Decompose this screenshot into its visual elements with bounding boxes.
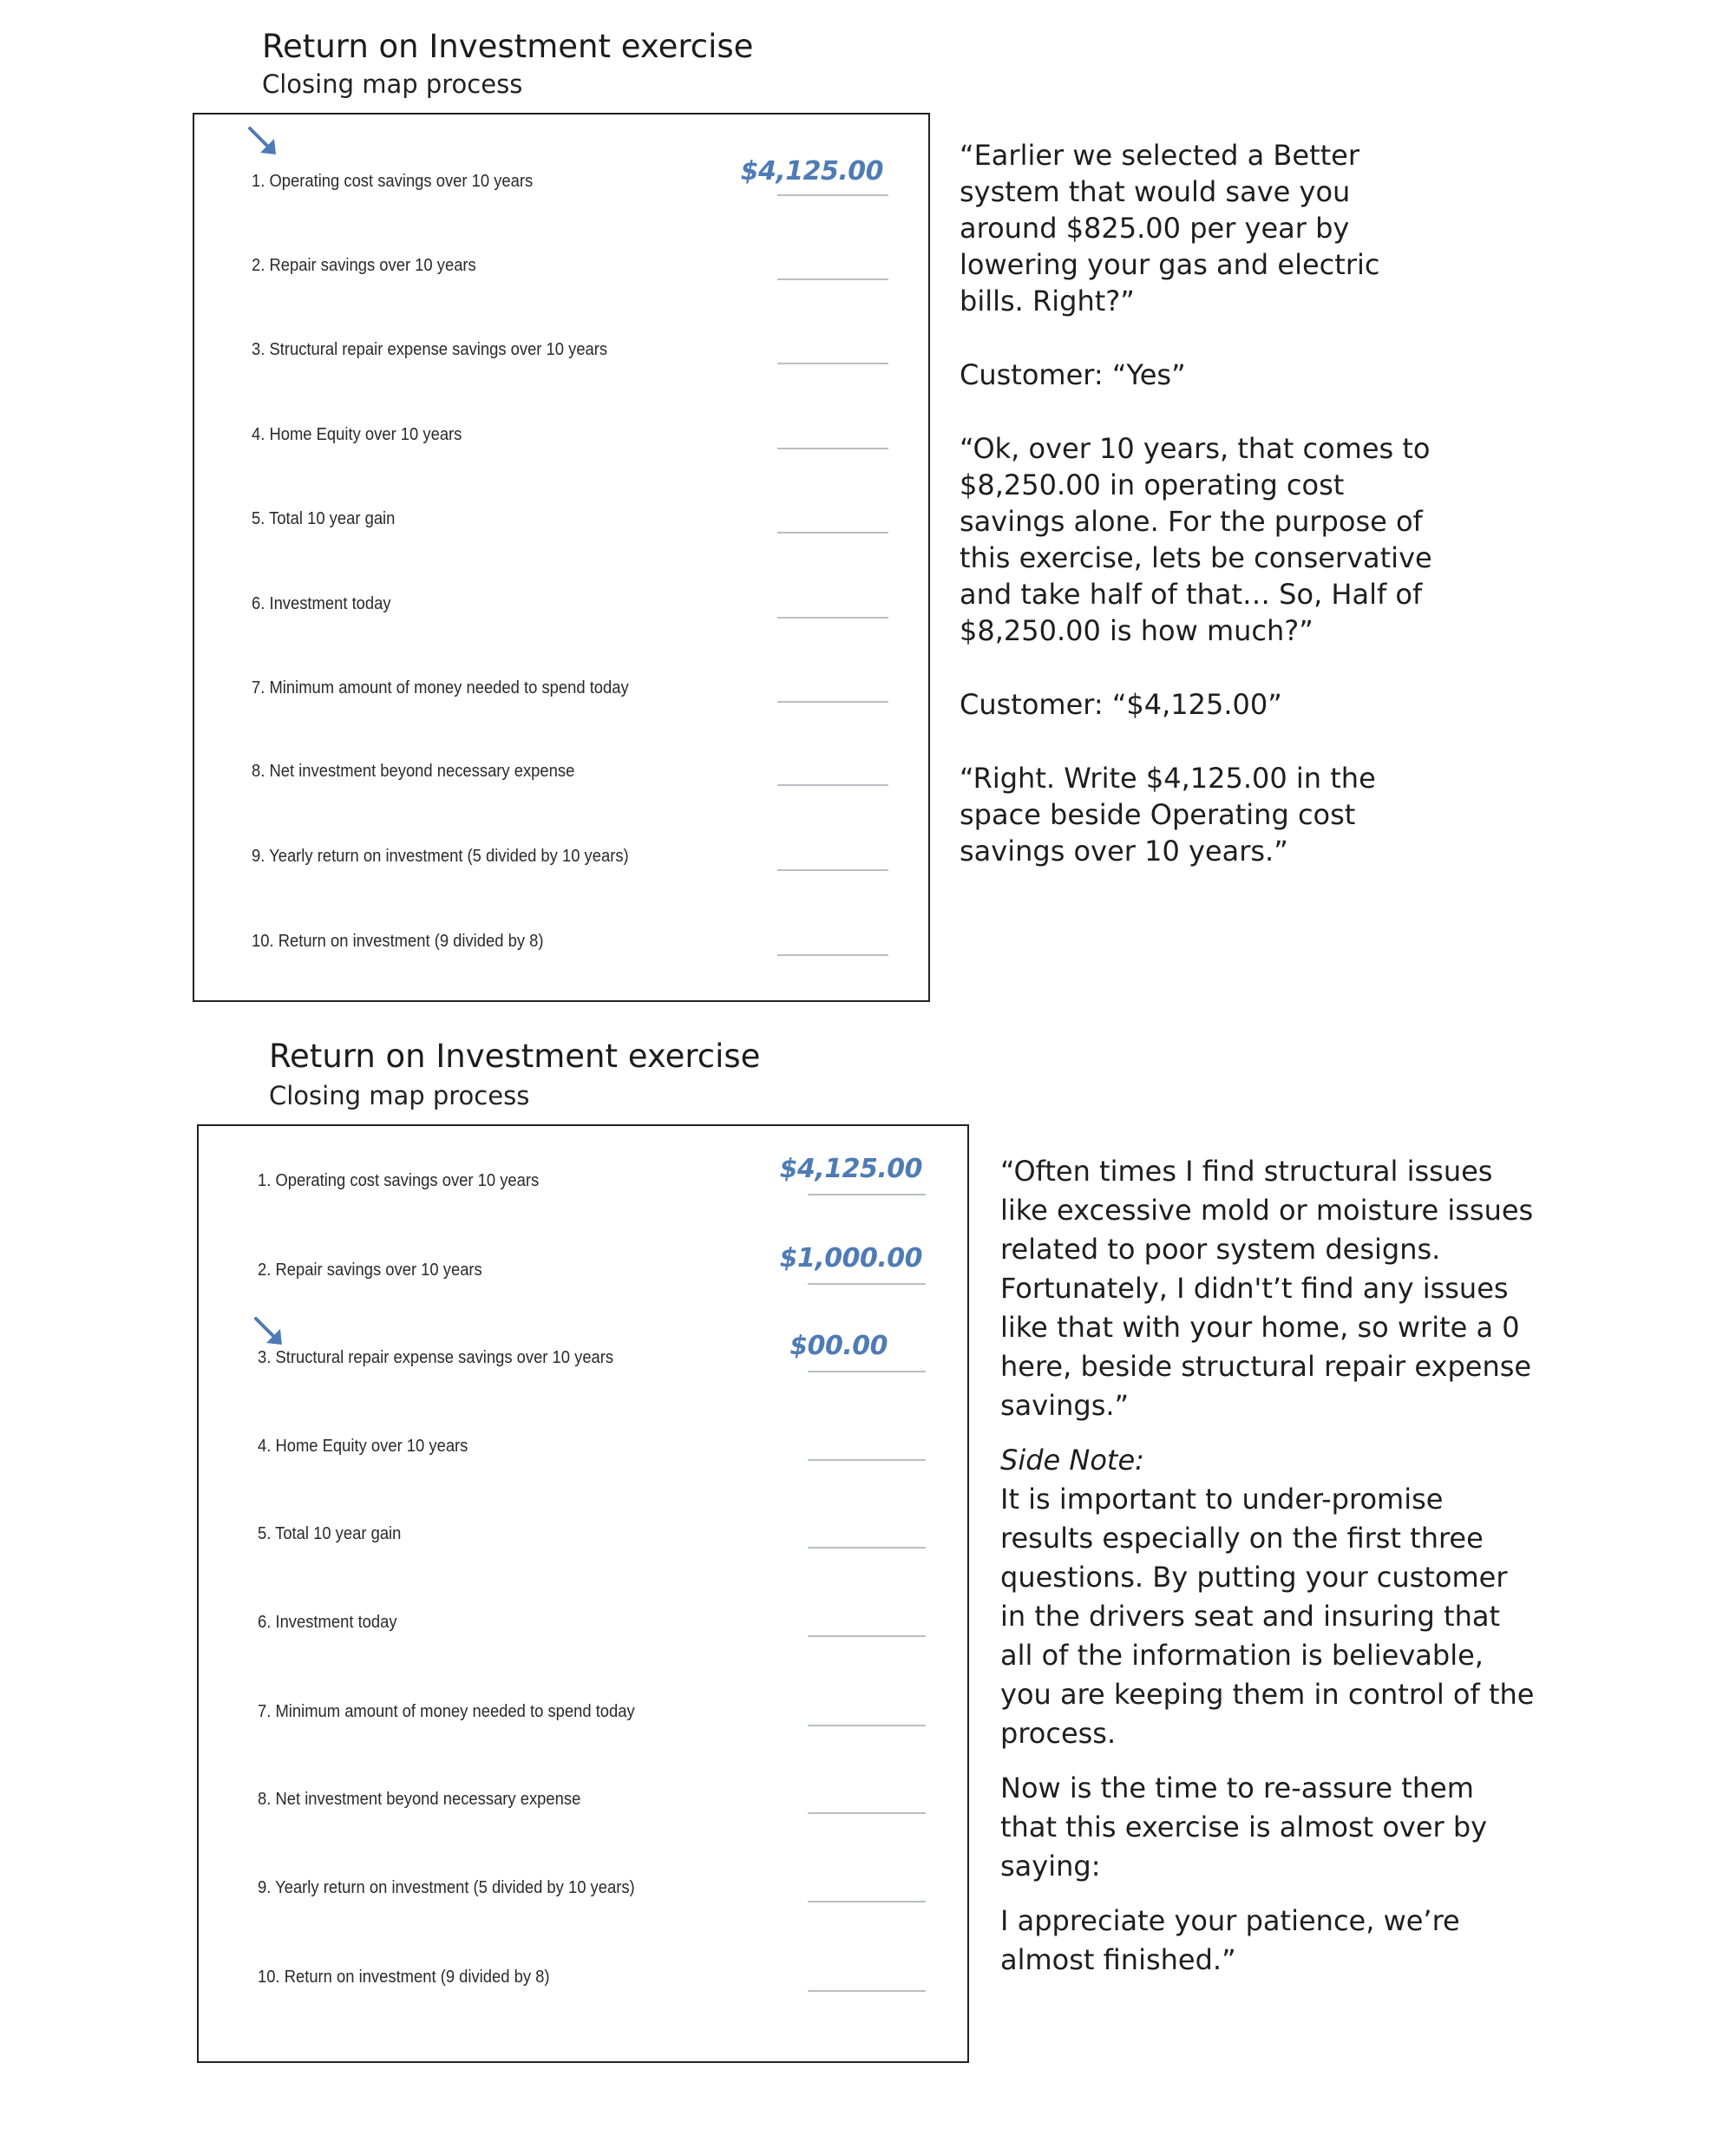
- answer-line[interactable]: [777, 363, 888, 364]
- dialogue-line: Customer: “$4,125.00”: [960, 688, 1282, 721]
- panel-1-title: Return on Investment exercise: [262, 28, 754, 65]
- answer-line[interactable]: [777, 869, 888, 871]
- row-label: 3. Structural repair expense savings over 10 years: [252, 340, 608, 359]
- row-label: 6. Investment today: [252, 594, 391, 613]
- answer-line[interactable]: [777, 617, 888, 619]
- form-row: [194, 232, 928, 284]
- side-note-body: It is important to under-promise results especially on the first three questions. By putting your customer in the drivers seat and insuring that all of the information is believable, you are keeping them in control of the process.: [1000, 1483, 1535, 1750]
- answer-line[interactable]: [808, 1990, 926, 1992]
- row-label: 9. Yearly return on investment (5 divided by 10 years): [252, 847, 629, 866]
- panel-2-title: Return on Investment exercise: [269, 1038, 761, 1075]
- answer-line[interactable]: [808, 1901, 926, 1902]
- row-label: 4. Home Equity over 10 years: [252, 425, 462, 444]
- row-label: 5. Total 10 year gain: [252, 509, 396, 528]
- side-note-label: Side Note:: [1000, 1444, 1144, 1477]
- row-value: $00.00: [789, 1331, 888, 1361]
- answer-line[interactable]: [808, 1194, 926, 1195]
- row-label: 9. Yearly return on investment (5 divided by 10 years): [258, 1878, 635, 1897]
- dialogue-line: “Often times I find structural issues like excessive mold or moisture issues related to poor system designs. Fortunately, I didn't’t find any issues like that with your home, so write a 0 here, beside structural repair expense savings.”: [1000, 1155, 1534, 1422]
- dialogue-line: “Ok, over 10 years, that comes to $8,250.00 in operating cost savings alone. For the purpose of this exercise, lets be conservative and take half of that… So, Half of $8,250.00 is how much?”: [960, 432, 1432, 647]
- answer-line[interactable]: [777, 954, 888, 956]
- answer-line[interactable]: [808, 1725, 926, 1726]
- panel-1-form: [193, 113, 930, 1002]
- row-label: 10. Return on investment (9 divided by 8): [258, 1968, 550, 1987]
- side-note-reassure: Now is the time to re-assure them that this exercise is almost over by saying:: [1000, 1771, 1488, 1883]
- row-value: $1,000.00: [779, 1243, 922, 1274]
- form-row: [194, 570, 928, 622]
- row-label: 5. Total 10 year gain: [258, 1524, 402, 1543]
- form-row: [194, 401, 928, 453]
- form-row: [199, 1236, 967, 1288]
- answer-line[interactable]: [777, 278, 888, 280]
- form-row: [199, 1765, 967, 1817]
- answer-line[interactable]: [808, 1283, 926, 1285]
- form-row: [194, 316, 928, 368]
- form-row: [194, 822, 928, 874]
- form-row: [199, 1588, 967, 1640]
- row-label: 7. Minimum amount of money needed to spend today: [252, 678, 629, 697]
- form-row: [194, 147, 928, 200]
- dialogue-line: “Earlier we selected a Better system that would save you around $825.00 per year by lowering your gas and electric bills. Right?”: [960, 139, 1380, 318]
- form-row: [199, 1147, 967, 1199]
- form-row: [194, 907, 928, 959]
- answer-line[interactable]: [808, 1635, 926, 1637]
- panel-2-form: [197, 1124, 969, 2063]
- form-row: [199, 1412, 967, 1464]
- row-label: 2. Repair savings over 10 years: [258, 1261, 482, 1280]
- form-row: [194, 485, 928, 537]
- row-label: 10. Return on investment (9 divided by 8): [252, 932, 544, 951]
- row-label: 6. Investment today: [258, 1613, 397, 1632]
- form-row: [199, 1500, 967, 1552]
- form-row: [199, 1678, 967, 1730]
- row-label: 2. Repair savings over 10 years: [252, 256, 476, 275]
- form-row: [194, 737, 928, 789]
- form-row: [199, 1324, 967, 1376]
- row-label: 4. Home Equity over 10 years: [258, 1437, 468, 1456]
- answer-line[interactable]: [808, 1371, 926, 1372]
- form-row: [199, 1943, 967, 1995]
- panel-2-dialogue: [1000, 1152, 1538, 1980]
- row-label: 8. Net investment beyond necessary expense: [252, 762, 575, 781]
- answer-line[interactable]: [808, 1547, 926, 1549]
- dialogue-line: “Right. Write $4,125.00 in the space beside Operating cost savings over 10 years.”: [960, 762, 1376, 868]
- row-label: 1. Operating cost savings over 10 years: [252, 172, 534, 191]
- form-row: [194, 654, 928, 706]
- answer-line[interactable]: [777, 532, 888, 534]
- answer-line[interactable]: [808, 1459, 926, 1461]
- dialogue-line: Customer: “Yes”: [960, 358, 1186, 391]
- row-label: 1. Operating cost savings over 10 years: [258, 1171, 540, 1190]
- answer-line[interactable]: [777, 448, 888, 449]
- answer-line[interactable]: [808, 1812, 926, 1814]
- answer-line[interactable]: [777, 784, 888, 786]
- answer-line[interactable]: [777, 701, 888, 703]
- row-label: 3. Structural repair expense savings over 10 years: [258, 1348, 614, 1367]
- row-value: $4,125.00: [740, 156, 883, 187]
- panel-1-subtitle: Closing map process: [262, 69, 523, 99]
- row-label: 8. Net investment beyond necessary expense: [258, 1790, 581, 1809]
- row-value: $4,125.00: [779, 1154, 922, 1184]
- answer-line[interactable]: [777, 194, 888, 196]
- row-label: 7. Minimum amount of money needed to spend today: [258, 1702, 635, 1721]
- panel-1-dialogue: [960, 137, 1445, 869]
- form-row: [199, 1854, 967, 1906]
- side-note-quote: I appreciate your patience, we’re almost finished.”: [1000, 1904, 1460, 1976]
- panel-2-subtitle: Closing map process: [269, 1081, 530, 1110]
